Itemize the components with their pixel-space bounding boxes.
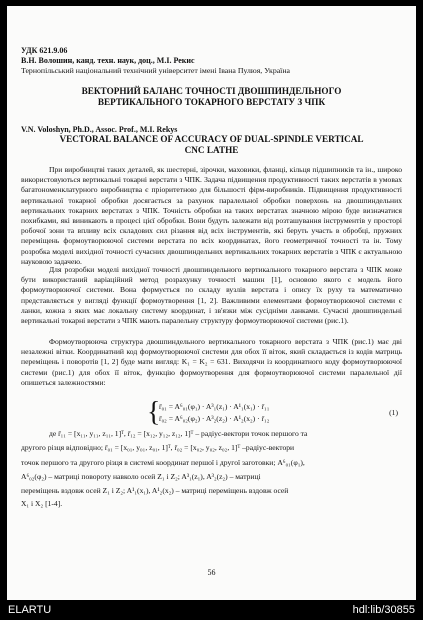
equation-number: (1) xyxy=(389,408,398,417)
equation-block xyxy=(147,397,387,428)
where-line2: другого різця відповідно; r̄₀₁ = [x₀₁, y₀₁, z₀₁, 1]ᵀ, r̄₀₂ = [x₀₂, y₀₂, z₀₂, 1]ᵀ –радіус-вектори xyxy=(21,443,295,452)
where-line6: X₁ і X₂ [1-4]. xyxy=(21,499,63,508)
paragraph-intro: При виробництві таких деталей, як шестерні, зірочки, маховики, фланці, кільця підшипників та ін., широко використовуються вертикальні токарні верстати з ЧПК. Задача підвищення продуктивності таких верстатів в умовах багатономенклатурного виробництва є пріоритетною для більшості фірм-виробників. Підвищення продуктивності вертикальної токарної обробки досягається за рахунок паралельної обробки поверхонь на двошпиндельних вертикальних токарних верстатах з ЧПК. Точність обробки на таких верстатах значною мірою буде визначатися похибками, які виникають в процесі цієї обробки. Вони будуть залежати від розташування інструментів у просторі робочої зони та впливу всіх складових сил різання від всіх інструментів, які беруть участь в обробці, пружних переміщень формоутворюючої системи верстата по всіх координатах, його геометричної точності та ін. Тому розробка моделі вихідної точності сучасних двошпиндельних вертикальних токарних верстатів з ЧПК є актуальною науковою задачею. xyxy=(21,165,402,266)
footer-repository-name: ELARTU xyxy=(8,604,52,616)
where-line1: де r̄₁₁ = [x₁₁, y₁₁, z₁₁, 1]ᵀ, r̄₁₂ = [x₁₂, y₁₂, z₁₂, 1]ᵀ – радіус-вектори точок першого та xyxy=(49,429,308,438)
authors-en: V.N. Voloshyn, Ph.D., Assoc. Prof., M.I. Rekys xyxy=(21,125,178,134)
affiliation-uk: Тернопільський національний технічний університет імені Івана Пулюя, Україна xyxy=(21,66,290,75)
document-page xyxy=(7,6,416,600)
authors-uk: В.Н. Волошин, канд. техн. наук, доц., М.І. Рекис xyxy=(21,56,195,65)
equation-line2: r̄₀₂ = A⁶₀₂(φ₂) · A³₂(z₂) · A¹₂(x₂) · r̄₁₂ xyxy=(159,414,270,423)
page-number: 56 xyxy=(207,568,216,577)
where-line3: точок першого та другого різця в системі координат першої і другої заготовки; A⁶₀₁(φ₁), xyxy=(21,458,305,467)
equation-brace: { xyxy=(147,397,161,428)
where-line5: переміщень вздовж осей Z₁ і Z₂; A¹₁(x₁), A¹₂(x₂) – матриці переміщень вздовж осей xyxy=(21,486,289,495)
title-en-line1: VECTORAL BALANCE OF ACCURACY OF DUAL-SPINDLE VERTICAL xyxy=(59,134,364,144)
title-uk-line1: ВЕКТОРНИЙ БАЛАНС ТОЧНОСТІ ДВОШПИНДЕЛЬНОГО xyxy=(81,86,342,96)
repository-footer xyxy=(0,600,423,620)
udc-code: УДК 621.9.06 xyxy=(21,46,68,55)
where-line4: A⁶₀₂(φ₂) – матриці повороту навколо осей Z₁ і Z₂; A³₁(z₁), A³₂(z₂) – матриці xyxy=(21,472,261,481)
footer-handle-id: hdl:lib/30855 xyxy=(352,604,415,616)
title-uk-line2: ВЕРТИКАЛЬНОГО ТОКАРНОГО ВЕРСТАТУ З ЧПК xyxy=(97,97,326,107)
equation-line1: r̄₀₁ = A⁶₀₁(φ₁) · A³₁(z₁) · A¹₁(x₁) · r̄₁₁ xyxy=(159,402,270,411)
paragraph-model: Для розробки моделі вихідної точності двошпиндельного вертикального токарного верстата з ЧПК може бути використаний варіаційний метод розрахунку точності машин [1], основою якого є модель його формоутворюючої системи. Вона формується по складу вузлів верстата і опису їх руху та математично представляється у вигляді функції формоутворення [1, 2]. Важливими елементами формоутворюючої системи є ланки, кожна з яких має локальну систему координат, і зв'язки між сусідніми ланками. Сучасні двошпиндельні вертикальні токарні верстати з ЧПК мають паралельну структуру формоутворюючої системи (рис.1). xyxy=(21,265,402,326)
paragraph-structure: Формоутворююча структура двошпиндельного вертикального токарного верстата з ЧПК (рис.1) має дві незалежні вітки. Координатний код формоутворюючої системи для обох її віток, який складається із кодів матриць переміщень і поворотів [1, 2] буде мати вигляд: K₁ = K₂ = 631. Виходячи із координатного коду формоутворюючої системи (рис.1) для обох її віток, функцію формоутворення для формоутворюючої системи паралельної дії опишеться залежностями: xyxy=(21,337,402,387)
title-en-line2: CNC LATHE xyxy=(184,145,239,155)
